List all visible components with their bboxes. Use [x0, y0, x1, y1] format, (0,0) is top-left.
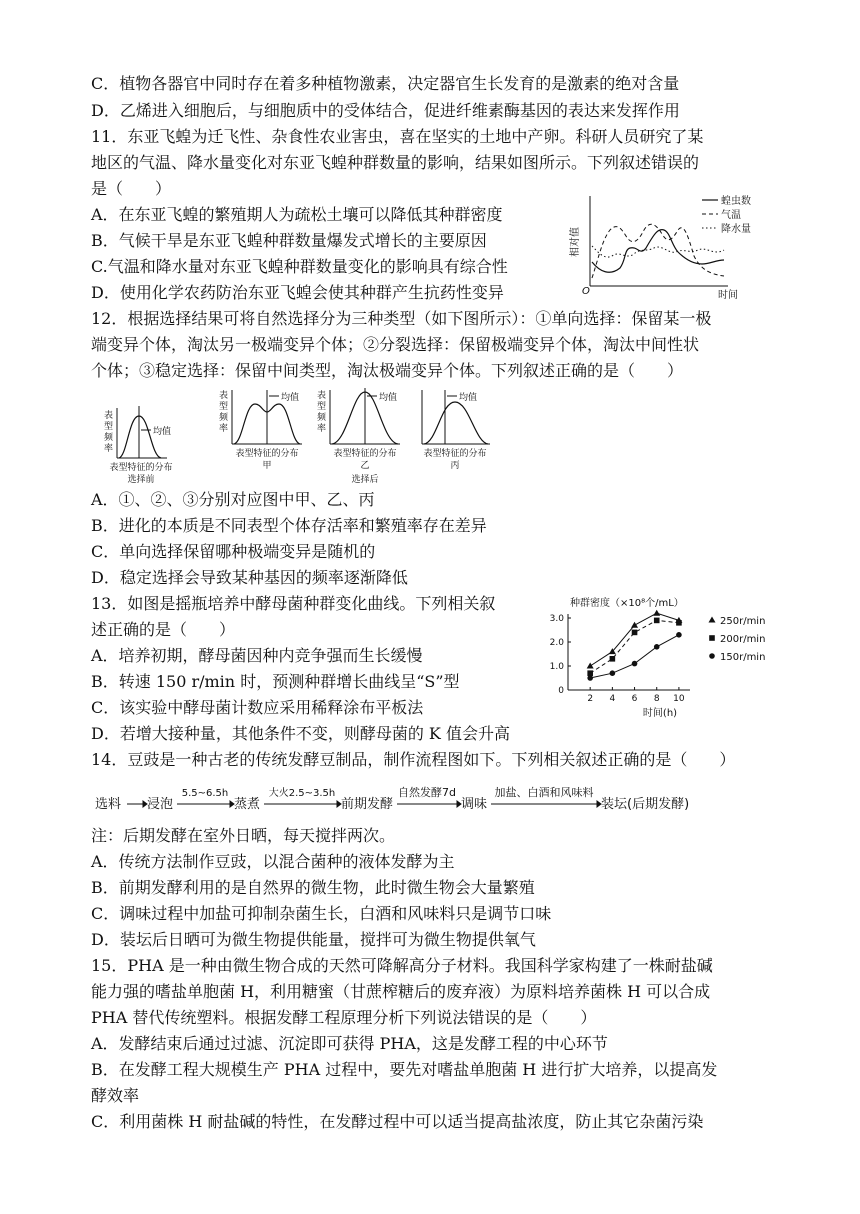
- p3-sub: 乙: [360, 461, 370, 471]
- flow-step-4: 调味: [461, 797, 488, 812]
- q14-option-c: C．调味过程中加盐可抑制杂菌生长，白酒和风味料只是调节口味: [91, 904, 552, 923]
- locust-xlabel: 时间: [718, 290, 738, 301]
- q12-option-b: B．进化的本质是不同表型个体存活率和繁殖率存在差异: [91, 516, 487, 535]
- yeast-point-triangle: [587, 663, 594, 669]
- q12-option-c: C．单向选择保留哪种极端变异是随机的: [91, 542, 376, 561]
- yeast-point-circle: [587, 675, 593, 681]
- yeast-point-circle: [654, 644, 660, 650]
- p3-axis-3: 率: [317, 424, 327, 434]
- p3-mean: 均值: [379, 393, 398, 403]
- p1-axis-1: 型: [104, 422, 114, 432]
- yeast-point-square: [632, 630, 638, 636]
- q13-option-a: A．培养初期，酵母菌因种内竞争强而生长缓慢: [91, 646, 423, 665]
- yeast-x-tick-label: 2: [587, 694, 594, 704]
- locust-ylabel: 相对值: [570, 227, 581, 257]
- p1-sub: 选择前: [127, 475, 155, 485]
- legend-temp: 气温: [721, 210, 741, 221]
- p4-xlabel: 表型特征的分布: [423, 449, 487, 459]
- yeast-growth-chart: [540, 596, 780, 720]
- locust-figure: [568, 190, 768, 302]
- p2-axis-3: 率: [219, 424, 229, 434]
- flow-step-3: 前期发酵: [341, 797, 394, 812]
- flow-label-2: 大火2.5~3.5h: [268, 788, 336, 799]
- yeast-point-square: [587, 670, 593, 676]
- q12-stem-1: 12．根据选择结果可将自然选择分为三种类型（如下图所示）：①单向选择：保留某一极: [91, 309, 712, 328]
- q10-option-d: D．乙烯进入细胞后，与细胞质中的受体结合，促进纤维素酶基因的表达来发挥作用: [91, 101, 680, 120]
- q14-option-b: B．前期发酵利用的是自然界的微生物，此时微生物会大量繁殖: [91, 878, 535, 897]
- yeast-legend-marker: [709, 617, 716, 623]
- p1-xlabel: 表型特征的分布: [109, 463, 173, 473]
- yeast-legend-marker: [709, 653, 715, 659]
- panel-yi: [317, 388, 400, 485]
- q15-option-b-2: 酵效率: [91, 1086, 140, 1105]
- yeast-point-circle: [610, 670, 616, 676]
- p2-sub: 甲: [262, 461, 272, 471]
- p2-axis-2: 频: [219, 413, 229, 423]
- p3-sub2: 选择后: [351, 475, 379, 485]
- q12-option-a: A．①、②、③分别对应图中甲、乙、丙: [91, 490, 375, 509]
- yeast-legend-label: 250r/min: [720, 616, 766, 627]
- flow-step-0: 选料: [95, 797, 122, 812]
- q12-stem-3: 个体；③稳定选择：保留中间类型，淘汰极端变异个体。下列叙述正确的是（ ）: [91, 361, 684, 380]
- q14-option-d: D．装坛后日晒可为微生物提供能量，搅拌可为微生物提供氧气: [91, 930, 536, 949]
- q11-option-a: A．在东亚飞蝗的繁殖期人为疏松土壤可以降低其种群密度: [91, 205, 503, 224]
- p2-xlabel: 表型特征的分布: [235, 449, 299, 459]
- yeast-y-tick-label: 3.0: [549, 614, 564, 624]
- q15-stem-2: 能力强的嗜盐单胞菌 H，利用糖蜜（甘蔗榨糖后的废弃液）为原料培养菌株 H 可以合成: [91, 982, 711, 1001]
- q11-stem-2: 地区的气温、降水量变化对东亚飞蝗种群数量的影响，结果如图所示。下列叙述错误的: [91, 153, 700, 172]
- locust-count-line: [592, 230, 724, 273]
- yeast-x-tick-label: 8: [653, 694, 660, 704]
- yeast-legend-marker: [709, 635, 715, 641]
- yeast-legend: [709, 616, 766, 663]
- p2-axis-0: 表: [219, 391, 229, 401]
- q15-stem-1: 15．PHA 是一种由微生物合成的天然可降解高分子材料。我国科学家构建了一株耐盐碱: [91, 956, 713, 975]
- panel-before: [104, 406, 173, 485]
- q12-stem-2: 端变异个体，淘汰另一极端变异个体；②分裂选择：保留极端变异个体，淘汰中间性状: [91, 335, 700, 354]
- yeast-point-circle: [676, 632, 682, 638]
- yeast-point-circle: [632, 661, 638, 667]
- p1-axis-3: 率: [104, 444, 114, 454]
- q14-note: 注：后期发酵在室外日晒，每天搅拌两次。: [91, 826, 396, 845]
- panel-bing: [422, 390, 490, 471]
- q13-option-b: B．转速 150 r/min 时，预测种群增长曲线呈“S”型: [91, 672, 460, 691]
- p1-axis-2: 频: [104, 433, 114, 443]
- yeast-plot-area: [587, 610, 683, 681]
- flow-step-5: 装坛(后期发酵): [601, 797, 690, 812]
- flow-label-4: 加盐、白酒和风味料: [494, 786, 594, 799]
- yeast-point-square: [676, 620, 682, 626]
- p1-mean: 均值: [153, 427, 172, 437]
- q15-option-c: C．利用菌株 H 耐盐碱的特性，在发酵过程中可以适当提高盐浓度，防止其它杂菌污染: [91, 1112, 704, 1131]
- q13-option-d: D．若增大接种量，其他条件不变，则酵母菌的 K 值会升高: [91, 724, 510, 743]
- yeast-point-square: [610, 656, 616, 662]
- yeast-x-tick-label: 10: [673, 694, 685, 704]
- q14-option-a: A．传统方法制作豆豉，以混合菌种的液体发酵为主: [91, 852, 455, 871]
- yeast-x-tick-label: 4: [609, 694, 616, 704]
- flow-label-3: 自然发酵7d: [398, 786, 456, 799]
- p3-axis-1: 型: [317, 402, 327, 412]
- q12-option-d: D．稳定选择会导致某种基因的频率逐渐降低: [91, 568, 408, 587]
- p3-axis-2: 频: [317, 413, 327, 423]
- yeast-xlabel: 时间(h): [642, 708, 678, 719]
- legend-count: 蝗虫数: [721, 196, 751, 207]
- p3-xlabel: 表型特征的分布: [333, 449, 397, 459]
- locust-origin: O: [582, 286, 590, 297]
- q10-option-c: C．植物各器官中同时存在着多种植物激素，决定器官生长发育的是激素的绝对含量: [91, 74, 680, 93]
- yeast-y-tick-label: 0: [558, 686, 564, 696]
- q15-stem-3: PHA 替代传统塑料。根据发酵工程原理分析下列说法错误的是（ ）: [91, 1008, 597, 1027]
- q13-stem-1: 13．如图是摇瓶培养中酵母菌种群变化曲线。下列相关叙: [91, 594, 496, 613]
- douchi-flow-diagram: [91, 780, 711, 820]
- q13-stem-2: 述正确的是（ ）: [91, 620, 236, 639]
- q11-stem-3: 是（ ）: [91, 179, 172, 198]
- q15-option-a: A．发酵结束后通过过滤、沉淀即可获得 PHA，这是发酵工程的中心环节: [91, 1034, 608, 1053]
- yeast-y-tick-label: 1.0: [549, 662, 564, 672]
- yeast-point-triangle: [653, 610, 660, 616]
- yeast-point-square: [654, 618, 660, 624]
- yeast-legend-label: 150r/min: [720, 652, 766, 663]
- yeast-x-tick-label: 6: [631, 694, 638, 704]
- p2-mean: 均值: [281, 393, 300, 403]
- locust-rain-line: [592, 246, 724, 257]
- panel-jia: [219, 389, 302, 471]
- yeast-ylabel: 种群密度（×10⁸个/mL）: [570, 598, 684, 609]
- yeast-series-line-0: [590, 613, 679, 666]
- p4-mean: 均值: [459, 393, 478, 403]
- q11-option-d: D．使用化学农药防治东亚飞蝗会使其种群产生抗药性变异: [91, 283, 504, 302]
- q11-option-b: B．气候干旱是东亚飞蝗种群数量爆发式增长的主要原因: [91, 231, 487, 250]
- yeast-point-triangle: [631, 622, 638, 628]
- q11-stem-1: 11．东亚飞蝗为迁飞性、杂食性农业害虫，喜在坚实的土地中产卵。科研人员研究了某: [91, 127, 704, 146]
- locust-temp-line: [592, 224, 724, 278]
- p4-sub: 丙: [450, 461, 460, 471]
- flow-label-1: 5.5~6.5h: [181, 788, 229, 799]
- q14-stem: 14．豆豉是一种古老的传统发酵豆制品，制作流程图如下。下列相关叙述正确的是（ ）: [91, 750, 736, 769]
- yeast-y-tick-label: 2.0: [549, 638, 564, 648]
- legend-rain: 降水量: [721, 224, 751, 235]
- p1-axis-0: 表: [104, 411, 114, 421]
- q11-option-c: C.气温和降水量对东亚飞蝗种群数量变化的影响具有综合性: [91, 257, 508, 276]
- selection-figure: [95, 386, 515, 488]
- p2-axis-1: 型: [219, 402, 229, 412]
- q15-option-b-1: B．在发酵工程大规模生产 PHA 过程中，要先对嗜盐单胞菌 H 进行扩大培养，以提高发: [91, 1060, 718, 1079]
- p3-axis-0: 表: [317, 391, 327, 401]
- yeast-legend-label: 200r/min: [720, 634, 766, 645]
- q13-option-c: C．该实验中酵母菌计数应采用稀释涂布平板法: [91, 698, 424, 717]
- flow-step-2: 蒸煮: [234, 797, 261, 812]
- flow-step-1: 浸泡: [147, 797, 174, 812]
- yeast-series-line-2: [590, 635, 679, 678]
- yeast-axes: [550, 614, 690, 704]
